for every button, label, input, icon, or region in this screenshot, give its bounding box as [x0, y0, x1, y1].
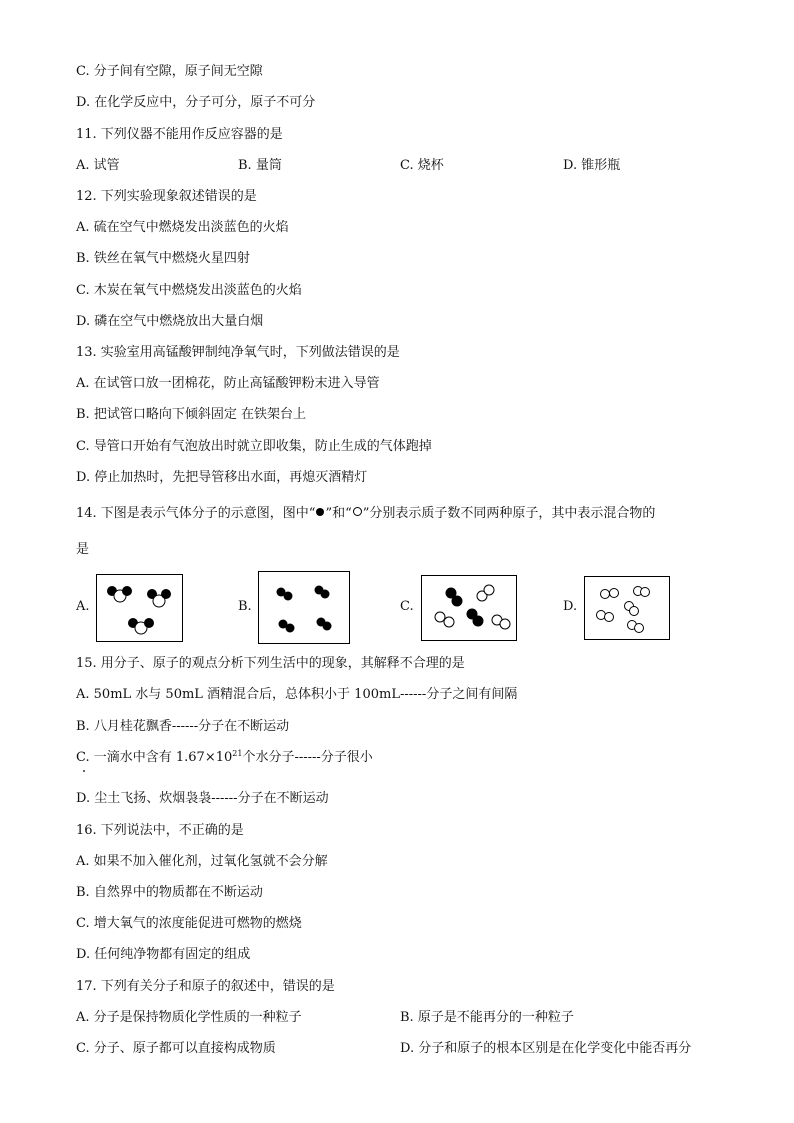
- q12-option-d: D. 磷在空气中燃烧放出大量白烟: [76, 314, 264, 329]
- q13-option-c: C. 导管口开始有气泡放出时就立即收集，防止生成的气体跑掉: [76, 439, 432, 454]
- diagram-d: [584, 576, 670, 640]
- q16-option-c: C. 增大氧气的浓度能促进可燃物的燃烧: [76, 916, 302, 931]
- q14-label-a: A.: [76, 599, 90, 614]
- q14-stem-part-2: ”和“: [325, 506, 352, 521]
- q17-option-c: C. 分子、原子都可以直接构成物质: [76, 1041, 276, 1056]
- q13-option-a: A. 在试管口放一团棉花，防止高锰酸钾粉末进入导管: [76, 376, 380, 391]
- q12-option-c: C. 木炭在氧气中燃烧发出淡蓝色的火焰: [76, 283, 302, 298]
- q15-stem: 15. 用分子、原子的观点分析下列生活中的现象，其解释不合理的是: [76, 656, 465, 671]
- q14-label-c: C.: [400, 599, 414, 614]
- diagram-b-molecules: [259, 572, 349, 643]
- q14-stem-part-3: ”分别表示质子数不同两种原子，其中表示混合物的: [362, 506, 656, 521]
- q17-option-a: A. 分子是保持物质化学性质的一种粒子: [76, 1010, 302, 1025]
- q15-option-c: [76, 749, 373, 767]
- q13-option-d: D. 停止加热时，先把导管移出水面，再熄灭酒精灯: [76, 470, 368, 485]
- q17-stem: 17. 下列有关分子和原子的叙述中，错误的是: [76, 979, 335, 994]
- hollow-atom-icon: [353, 507, 362, 516]
- q14-label-d: D.: [563, 599, 578, 614]
- diagram-b: [258, 571, 350, 644]
- diagram-a: [96, 574, 183, 642]
- filled-atom-icon: [316, 508, 324, 516]
- q14-stem: [76, 505, 655, 523]
- diagram-c: [421, 575, 517, 641]
- q14-stem-continued: 是: [76, 542, 90, 557]
- q16-option-a: A. 如果不加入催化剂，过氧化氢就不会分解: [76, 854, 328, 869]
- q13-stem: 13. 实验室用高锰酸钾制纯净氧气时，下列做法错误的是: [76, 345, 400, 360]
- q14-label-b: B.: [238, 599, 252, 614]
- q10-option-c: C. 分子间有空隙，原子间无空隙: [76, 64, 263, 79]
- q11-option-a: A. 试管: [76, 158, 120, 173]
- q10-option-d: D. 在化学反应中，分子可分，原子不可分: [76, 95, 316, 110]
- q16-stem: 16. 下列说法中，不正确的是: [76, 823, 244, 838]
- q15-option-c-text: C. 一滴水中含有 1.67×10: [76, 750, 233, 765]
- q17-option-b: B. 原子是不能再分的一种粒子: [400, 1010, 574, 1025]
- q15-option-b: B. 八月桂花飘香------分子在不断运动: [76, 719, 290, 734]
- q11-option-c: C. 烧杯: [400, 158, 444, 173]
- q15-option-d: D. 尘土飞扬、炊烟袅袅------分子在不断运动: [76, 791, 329, 806]
- q13-option-b: B. 把试管口略向下倾斜固定 在铁架台上: [76, 407, 306, 422]
- diagram-a-molecules: [97, 575, 182, 641]
- stray-mark: [83, 770, 85, 772]
- q14-stem-part-1: 14. 下图是表示气体分子的示意图，图中“: [76, 506, 316, 521]
- q15-option-a: A. 50mL 水与 50mL 酒精混合后，总体积小于 100mL------分子之间有间隔: [76, 687, 518, 702]
- q12-stem: 12. 下列实验现象叙述错误的是: [76, 189, 257, 204]
- q16-option-d: D. 任何纯净物都有固定的组成: [76, 947, 251, 962]
- q17-option-d: D. 分子和原子的根本区别是在化学变化中能否再分: [400, 1041, 692, 1056]
- q12-option-b: B. 铁丝在氧气中燃烧火星四射: [76, 251, 250, 266]
- diagram-c-molecules: [422, 576, 516, 640]
- q15-exponent: 21: [232, 749, 243, 758]
- q16-option-b: B. 自然界中的物质都在不断运动: [76, 885, 263, 900]
- q12-option-a: A. 硫在空气中燃烧发出淡蓝色的火焰: [76, 220, 289, 235]
- q15-option-c-tail: 个水分子------分子很小: [242, 750, 373, 765]
- diagram-d-molecules: [585, 577, 669, 639]
- q11-option-d: D. 锥形瓶: [563, 158, 621, 173]
- q11-option-b: B. 量筒: [238, 158, 282, 173]
- q11-stem: 11. 下列仪器不能用作反应容器的是: [76, 127, 283, 142]
